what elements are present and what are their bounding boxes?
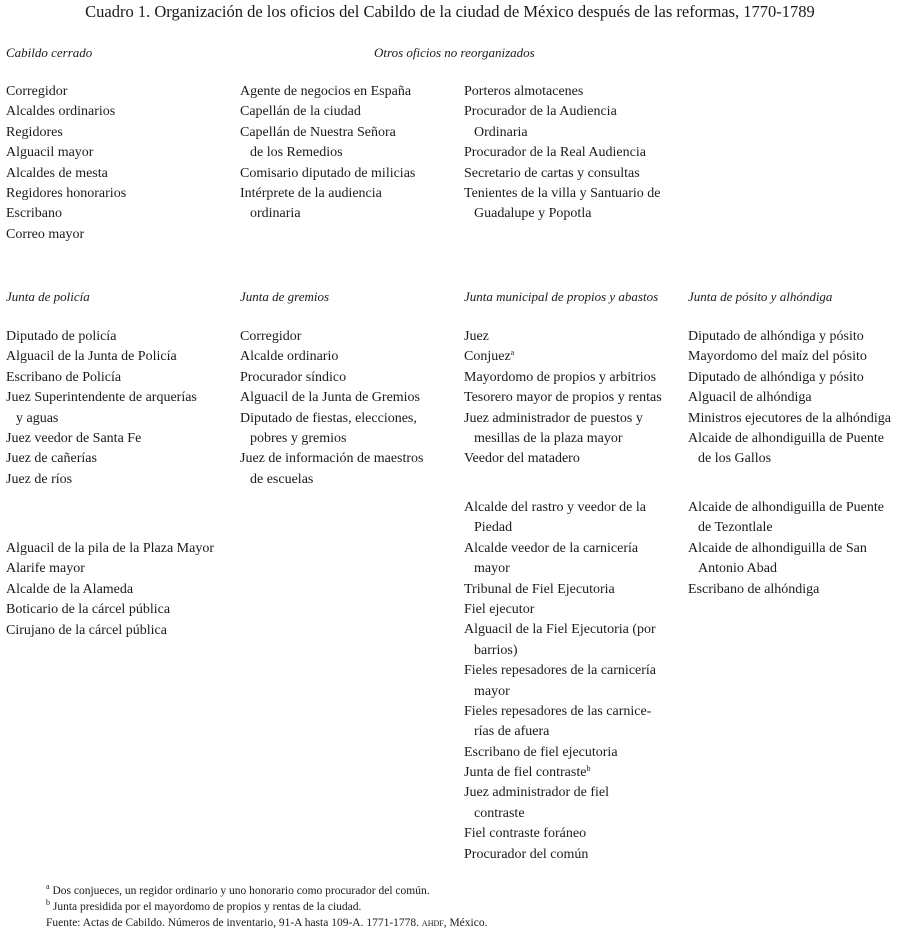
list-item-label: Conjuez (464, 349, 511, 365)
otros-oficios-list-3 (6, 539, 214, 641)
list-item: Juez de cañerías (6, 451, 97, 467)
list-item: mayor (474, 561, 510, 577)
list-item: Escribano de Policía (6, 369, 122, 385)
fiel-ejecutoria-list (464, 498, 656, 865)
list-item: Regidores honorarios (6, 185, 127, 201)
otros-oficios-list-2 (464, 82, 661, 225)
footnote-mark-b: b (586, 764, 591, 774)
table-title: Cuadro 1. Organización de los oficios del Cabildo de la ciudad de México después de las reformas, 1770-1789 (85, 2, 815, 21)
heading-junta-gremios: Junta de gremios (240, 289, 330, 304)
list-item: mesillas de la plaza mayor (474, 430, 623, 446)
list-item: Capellán de la ciudad (240, 104, 361, 120)
list-item: Alguacil de la Junta de Gremios (240, 390, 421, 406)
list-item: Boticario de la cárcel pública (6, 602, 171, 618)
list-item: Alcaldes ordinarios (6, 104, 116, 120)
list-item: Corregidor (6, 84, 68, 99)
list-item: Alcaide de alhondiguilla de Puente (688, 500, 884, 515)
list-item: Diputado de alhóndiga y pósito (688, 369, 864, 385)
list-item: Porteros almotacenes (464, 84, 584, 99)
footnote-b (46, 900, 361, 915)
list-item: de los Gallos (698, 451, 772, 467)
footnote-b-text: Junta presidida por el mayordomo de propios y rentas de la ciudad. (52, 901, 362, 913)
list-item: Comisario diputado de milicias (240, 165, 416, 181)
list-item: Alcalde del rastro y veedor de la (464, 500, 646, 515)
list-item: Guadalupe y Popotla (474, 206, 592, 222)
list-item: Fiel ejecutor (464, 601, 535, 617)
list-item: Intérprete de la audiencia (240, 185, 382, 201)
list-item: Alarife mayor (6, 561, 85, 577)
list-item: Escribano de fiel ejecutoria (464, 744, 618, 760)
list-item: y aguas (16, 410, 59, 426)
list-item: Juez Superintendente de arquerías (6, 390, 197, 406)
otros-oficios-list-1 (240, 82, 415, 225)
list-item: de Tezontlale (698, 520, 773, 536)
list-item: Fieles repesadores de la carnicería (464, 663, 657, 679)
list-item: de escuelas (250, 471, 314, 487)
list-item: mayor (474, 683, 510, 699)
list-item: Procurador del común (464, 846, 589, 862)
list-item: Piedad (474, 520, 513, 536)
footnote-b-mark: b (46, 898, 50, 907)
list-item: Juez administrador de puestos y (464, 410, 643, 426)
list-item: Diputado de fiestas, elecciones, (240, 410, 417, 426)
list-item: Ministros ejecutores de la alhóndiga (688, 410, 891, 426)
junta-policia-list (6, 327, 197, 490)
list-item: Mayordomo del maíz del pósito (688, 349, 867, 365)
list-item: Correo mayor (6, 226, 85, 242)
list-item: Alguacil mayor (6, 145, 94, 161)
source-text: Fuente: Actas de Cabildo. Números de inventario, 91-A hasta 109-A. 1771-1778. (46, 917, 420, 929)
list-item: pobres y gremios (250, 430, 347, 446)
list-item: Alguacil de alhóndiga (688, 390, 812, 406)
list-item: Procurador de la Audiencia (464, 104, 617, 120)
list-item: Regidores (6, 124, 63, 140)
list-item: barrios) (474, 642, 518, 658)
list-item: Ordinaria (474, 124, 528, 140)
footnote-mark-a: a (510, 348, 515, 358)
list-item: Juez administrador de fiel (464, 785, 610, 801)
list-item: Alguacil de la Junta de Policía (6, 349, 177, 365)
list-item: Procurador de la Real Audiencia (464, 145, 646, 161)
source-archive-abbr: ahdf (421, 917, 444, 929)
list-item: Tribunal de Fiel Ejecutoria (464, 581, 615, 597)
heading-cabildo-cerrado: Cabildo cerrado (6, 45, 93, 60)
list-item: Tesorero mayor de propios y rentas (464, 390, 662, 406)
footnote-a-text: Dos conjueces, un regidor ordinario y uno honorario como procurador del común. (52, 885, 430, 897)
list-item: Juez veedor de Santa Fe (6, 430, 142, 446)
cabildo-cerrado-list (6, 82, 126, 245)
heading-junta-posito: Junta de pósito y alhóndiga (688, 289, 833, 304)
list-item: Juez (464, 329, 489, 344)
list-item: Alcalde de la Alameda (6, 581, 134, 597)
list-item: Escribano de alhóndiga (688, 581, 820, 597)
list-item: Alcalde ordinario (240, 349, 339, 365)
junta-gremios-list (240, 327, 424, 490)
list-item: Juez de ríos (6, 471, 73, 487)
list-item: Procurador síndico (240, 369, 347, 385)
list-item: Alcaide de alhondiguilla de Puente (688, 430, 884, 446)
heading-junta-propios: Junta municipal de propios y abastos (464, 289, 659, 304)
footnote-a (46, 884, 430, 899)
list-item: Diputado de policía (6, 329, 117, 344)
list-item: Fiel contraste foráneo (464, 826, 587, 842)
list-item: rías de afuera (474, 724, 550, 740)
junta-posito-list (688, 327, 891, 470)
list-item-junta-fiel-contraste (464, 763, 656, 783)
alhondiguilla-list (688, 498, 884, 600)
list-item: Secretario de cartas y consultas (464, 165, 640, 181)
list-item: Mayordomo de propios y arbitrios (464, 369, 657, 385)
list-item: contraste (474, 805, 525, 821)
list-item-conjuez (464, 347, 662, 367)
list-item: Agente de negocios en España (240, 84, 412, 99)
list-item: ordinaria (250, 206, 301, 222)
list-item: Fieles repesadores de las carnice- (464, 703, 652, 719)
list-item: Juez de información de maestros (240, 451, 424, 467)
heading-junta-policia: Junta de policía (6, 289, 90, 304)
heading-otros-oficios: Otros oficios no reorganizados (374, 45, 535, 60)
list-item-label: Junta de fiel contraste (464, 765, 587, 781)
source-note (46, 916, 487, 931)
list-item: de los Remedios (250, 145, 343, 161)
list-item: Antonio Abad (698, 561, 777, 577)
list-item: Corregidor (240, 329, 302, 344)
list-item: Alcaldes de mesta (6, 165, 108, 181)
list-item: Capellán de Nuestra Señora (240, 124, 396, 140)
list-item: Alcaide de alhondiguilla de San (688, 540, 867, 556)
junta-propios-list (464, 327, 662, 470)
list-item: Escribano (6, 206, 62, 222)
list-item: Tenientes de la villa y Santuario de (464, 185, 661, 201)
list-item: Veedor del matadero (464, 451, 580, 467)
list-item: Alcalde veedor de la carnicería (464, 540, 639, 556)
list-item: Alguacil de la pila de la Plaza Mayor (6, 541, 214, 556)
list-item: Alguacil de la Fiel Ejecutoria (por (464, 622, 656, 638)
list-item: Diputado de alhóndiga y pósito (688, 329, 864, 344)
footnote-a-mark: a (46, 882, 50, 891)
source-location: , México. (443, 917, 488, 929)
list-item: Cirujano de la cárcel pública (6, 622, 167, 638)
